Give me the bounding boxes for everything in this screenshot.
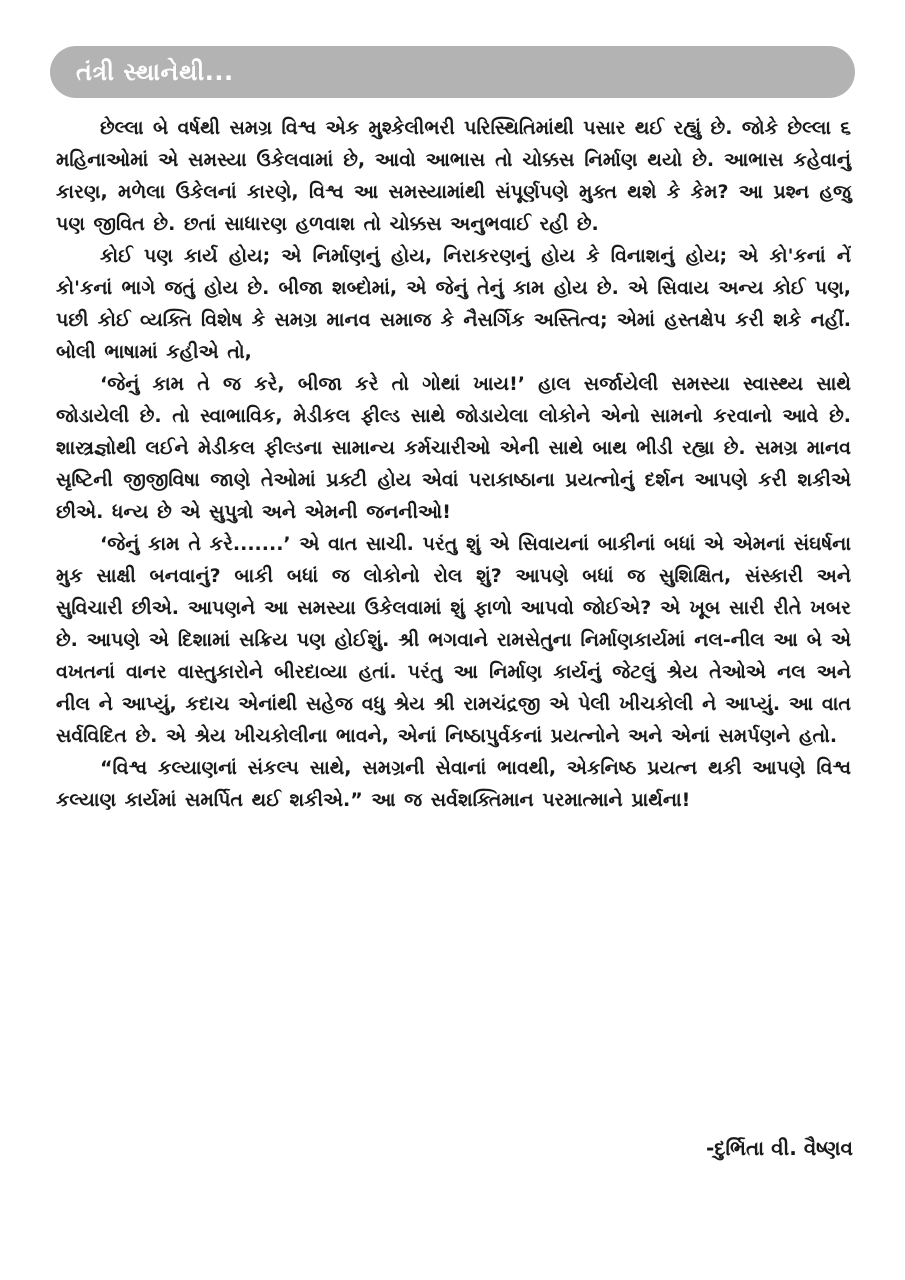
section-title: તંત્રી સ્થાનેથી... — [76, 58, 234, 86]
article-paragraph-5: “વિશ્વ કલ્યાણનાં સંકલ્પ સાથે, સમગ્રની સેવાનાં ભાવથી, એકનિષ્ઠ પ્રયત્ન થકી આપણે વિશ્વ કલ્યાણ કાર્યમાં સમર્પિત થઈ શકીએ.” આ જ સર્વશક્તિમાન પરમાત્માને પ્રાર્થના! — [56, 757, 851, 811]
article-paragraph-4: ‘જેનું કામ તે કરે.......’ એ વાત સાચી. પરંતુ શું એ સિવાયનાં બાકીનાં બધાં એ એમનાં સંઘર્ષના મુક સાક્ષી બનવાનું? બાકી બધાં જ લોકોનો રોલ શું? આપણે બધાં જ સુશિક્ષિત, સંસ્કારી અને સુવિચારી છીએ. આપણને આ સમસ્યા ઉકેલવામાં શું ફાળો આપવો જોઈએ? એ ખૂબ સારી રીતે ખબર છે. આપણે એ દિશામાં સક્રિય પણ હોઈશું. શ્રી ભગવાને રામસેતુના નિર્માણકાર્યમાં નલ-નીલ આ બે એ વખતનાં વાનર વાસ્તુકારોને બીરદાવ્યા હતાં. પરંતુ આ નિર્માણ કાર્યનું જેટલું શ્રેય તેઓએ નલ અને નીલ ને આપ્યું, કદાચ એનાંથી સહેજ વધુ શ્રેય શ્રી રામચંદ્રજી એ પેલી ખીચકોલી ને આપ્યું. આ વાત સર્વવિદિત છે. એ શ્રેય ખીચકોલીના ભાવને, એનાં નિષ્ઠાપુર્વકનાં પ્રયત્નોને અને એનાં સમર્પણને હતો. — [56, 533, 851, 747]
article-paragraph-2: કોઈ પણ કાર્ય હોય; એ નિર્માણનું હોય, નિરાકરણનું હોય કે વિનાશનું હોય; એ કો'કનાં નેં કો'કનાં ભાગે જતું હોય છે. બીજા શબ્દોમાં, એ જેનું તેનું કામ હોય છે. એ સિવાય અન્ય કોઈ પણ, પછી કોઈ વ્યક્તિ વિશેષ કે સમગ્ર માનવ સમાજ કે નૈસર્ગિક અસ્તિત્વ; એમાં હસ્તક્ષેપ કરી શકે નહીં. બોલી ભાષામાં કહીએ તો, — [56, 245, 851, 363]
article-paragraph-3: ‘જેનું કામ તે જ કરે, બીજા કરે તો ગોથાં ખાય!’ હાલ સર્જાયેલી સમસ્યા સ્વાસ્થ્ય સાથે જોડાયેલી છે. તો સ્વાભાવિક, મેડીકલ ફીલ્ડ સાથે જોડાયેલા લોકોને એનો સામનો કરવાનો આવે છે. શાસ્ત્રજ્ઞોથી લઈને મેડીકલ ફીલ્ડના સામાન્ય કર્મચારીઓ એની સાથે બાથ ભીડી રહ્યા છે. સમગ્ર માનવ સૃષ્ટિની જીજીવિષા જાણે તેઓમાં પ્રક્ટી હોય એવાં પરાકાષ્ઠાના પ્રયત્નોનું દર્શન આપણે કરી શકીએ છીએ. ધન્ય છે એ સુપુત્રો અને એમની જનનીઓ! — [56, 373, 851, 523]
editorial-article — [56, 112, 851, 816]
article-paragraph-1: છેલ્લા બે વર્ષથી સમગ્ર વિશ્વ એક મુશ્કેલીભરી પરિસ્થિતિમાંથી પસાર થઈ રહ્યું છે. જોકે છેલ્લા ૬ મહિનાઓમાં એ સમસ્યા ઉકેલવામાં છે, આવો આભાસ તો ચોક્કસ નિર્માણ થયો છે. આભાસ કહેવાનું કારણ, મળેલા ઉકેલનાં કારણે, વિશ્વ આ સમસ્યામાંથી સંપૂર્ણપણે મુક્ત થશે કે કેમ? આ પ્રશ્ન હજુ પણ જીવિત છે. છતાં સાધારણ હળવાશ તો ચોક્કસ અનુભવાઈ રહી છે. — [56, 117, 851, 235]
section-header-bar — [50, 46, 855, 98]
author-signature: -દુર્ભિતા વી. વૈષ્ણવ — [705, 1136, 853, 1160]
